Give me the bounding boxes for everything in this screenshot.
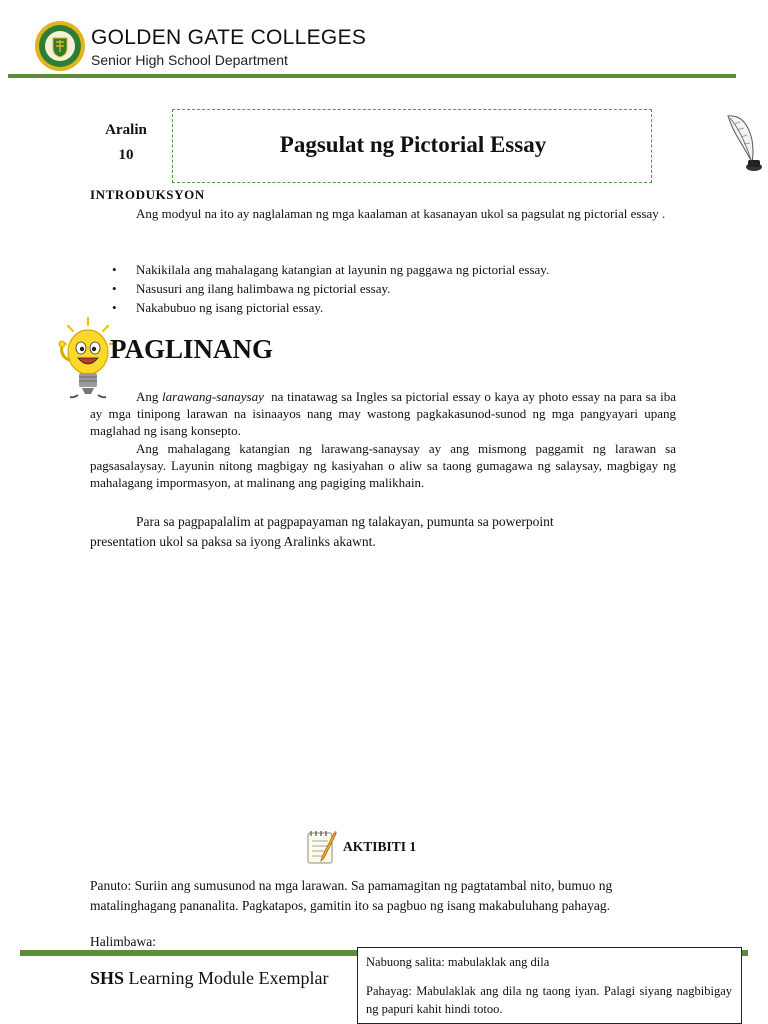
introduction-paragraph (90, 205, 676, 222)
objective-item: • Nakabubuo ng isang pictorial essay. (110, 298, 670, 317)
paglinang-heading: PAGLINANG (110, 334, 274, 364)
p1-rest: na tinatawag sa Ingles sa pictorial essay o kaya ay photo essay na para sa iba ay mga tinipong larawan na isinaayos nang may wastong pagkakasunod-sunod ng mga pangyayari upang maglahad ng isang konsepto. (90, 389, 680, 438)
department-name: Senior High School Department (91, 52, 288, 68)
quill-pen-icon (724, 110, 764, 174)
paglinang-paragraph-1 (90, 388, 680, 439)
lesson-number-value: 10 (118, 147, 134, 163)
p1-term: larawang-sanaysay (162, 389, 264, 404)
introduction-heading: INTRODUKSYON (90, 187, 205, 202)
school-name: GOLDEN GATE COLLEGES (91, 26, 367, 49)
introduction-text: Ang modyul na ito ay naglalaman ng mga kaalaman at kasanayan ukol sa pagsulat ng pictorial essay . (136, 206, 666, 221)
lesson-label: Aralin (105, 122, 147, 138)
paglinang-paragraph-3 (90, 512, 610, 552)
activity-instructions: Panuto: Suriin ang sumusunod na mga larawan. Sa pamamagitan ng pagtatambal nito, bumuo ng matalinghagang pananalita. Pagkatapos, gamitin ito sa pagbuo ng isang makabuluhang pahayag. (90, 878, 613, 913)
paglinang-paragraph-2 (90, 440, 676, 491)
objectives-list (110, 260, 670, 317)
footer-text: Learning Module Exemplar (124, 968, 329, 988)
school-seal-icon (34, 20, 86, 72)
example-word: Nabuong salita: mabulaklak ang dila (366, 955, 550, 969)
objective-item: • Nasusuri ang ilang halimbawa ng pictorial essay. (110, 279, 670, 298)
footer-prefix: SHS (90, 968, 125, 988)
example-statement: Pahayag: Mabulaklak ang dila ng taong iyan. Palagi siyang nagbibigay ng papuri kahit hindi totoo. (366, 984, 732, 1016)
objective-item: • Nakikilala ang mahalagang katangian at layunin ng paggawa ng pictorial essay. (110, 260, 670, 279)
p3-text: Para sa pagpapalalim at pagpapayaman ng talakayan, pumunta sa powerpoint presentation ukol sa paksa sa iyong Aralinks akawnt. (90, 514, 554, 549)
activity-heading: AKTIBITI 1 (343, 839, 417, 854)
header-divider (8, 74, 736, 78)
lesson-title: Pagsulat ng Pictorial Essay (279, 132, 547, 157)
p2-text: Ang mahalagang katangian ng larawang-sanaysay ay ang mismong paggamit ng larawan sa pagsasalaysay. Layunin nitong magbigay ng kasiyahan o aliw sa taong gumagawa ng salaysay, magbigay ng mahalagang impormasyon, at malinang ang pagiging malikhain. (90, 441, 676, 490)
notepad-pencil-icon (305, 828, 341, 866)
footer-title (90, 968, 328, 989)
p1-lead: Ang (136, 389, 163, 404)
example-label: Halimbawa: (90, 934, 156, 949)
lesson-number (96, 118, 156, 168)
